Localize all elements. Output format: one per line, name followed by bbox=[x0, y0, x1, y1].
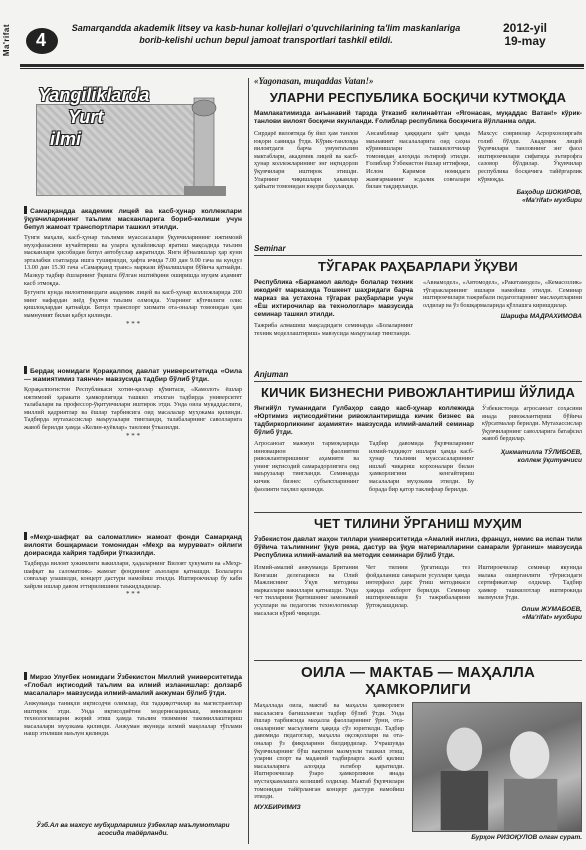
article-5-photo-wrap bbox=[412, 702, 582, 842]
news-item-3-body: Тадбирда вилоят ҳокимлиги вакиллари, ҳадаларнинг Вилоят ҳукумати ва «Меҳр-шафқат ва саломатлик» жамоат фондининг аъзолари қатнашди. Болаларга совғалар улашилди, концерт дастури намойиш этилди. Иштирокчилар бу каби хайрли ишлар давом эттирилишини таъкидладилар. bbox=[24, 560, 242, 590]
section-seminar: Seminar bbox=[254, 244, 582, 256]
news-item-1-head: Самарқандда академик лицей ва касб-ҳунар коллежлари ўқувчиларининг таълим масканларига бориб-келиши учун бепул жамоат транспортлари ташкил этилди. bbox=[24, 208, 242, 231]
article-1-lead: Мамлакатимизда анъанавий тарзда ўтказиб келинаётган «Ягонасан, муқаддас Ватан!» кўрик-танлови вилоят босқичи якунланди. Ғолиблар республика босқичига йўлланма олди. bbox=[254, 110, 582, 125]
article-4-title: ЧЕТ ТИЛИНИ ЎРГАНИШ МУҲИМ bbox=[313, 516, 523, 531]
article-3-body bbox=[254, 405, 582, 493]
section-slogan: «Yagonasan, muqaddas Vatan!» bbox=[254, 76, 374, 86]
article-1 bbox=[254, 90, 582, 205]
article-5-body bbox=[254, 702, 582, 842]
article-5-title2: ҲАМКОРЛИГИ bbox=[365, 681, 471, 698]
article-3-col3: Ўзбекистонда агросаноат соҳасини янада ривожлантириш бўйича кўрсатмалар берилди. Мутахассислар ўқувчиларнинг саволларига батафсил жавоб бердилар. bbox=[482, 405, 582, 443]
page-header bbox=[0, 0, 586, 74]
header-date bbox=[470, 22, 580, 48]
article-2-right bbox=[423, 279, 582, 337]
article-5 bbox=[254, 660, 582, 842]
article-5-text: Маҳаллада оила, мактаб ва маҳалла ҳамкорлиги масаласига бағишланган тадбир бўлиб ўтди. Унда ёшлар тарбиясида маҳалла фаолларининг ўрни, ота-оналарнинг масъулияти ҳақида сўз юритилди. Тадбир давомида педагоглар, маҳалла оқсоқоллари ва ота-оналар ўз фикрларини билдирдилар. Учрашувда ўқувчиларнинг бўш вақтини мазмунли ташкил этиш, уларни спорт ва маданий тадбирларга жалб қилиш масалаларига алоҳида эътибор қаратилди. Иштирокчилар ўзаро ҳамкорликни янада мустаҳкамлашга келишиб олдилар. Мактаб ўқувчилари томонидан тайёрланган концерт дастури намойиш этилди. bbox=[254, 702, 404, 801]
banner-title-line2: Yurt bbox=[68, 107, 104, 127]
header-rule-thin bbox=[20, 68, 584, 69]
news-item-4-body: Анжуманда таниқли иқтисодчи олимлар, ёш тадқиқотчилар ва магистрантлар иштирок этди. Унда иқтисодиётни модернизациялаш, инновацион технологияларни жорий этиш ҳамда таълим тизимини такомиллаштириш масалалари муҳокама қилинди. Анжуман якунида илмий мақолалар тўплами нашр этилиши маълум қилинди. bbox=[24, 700, 242, 738]
divider-stars: * * * bbox=[126, 431, 140, 440]
news-item-1-body2: Бугунги кунда вилоятимиздаги академик лицей ва касб-ҳунар коллежларида 200 минг нафардан зиёд ўқувчи таълим олмоқда. Уларнинг кўпчилиги олис қишлоқлардан қатнайди. Бепул транспорт хизмати ота-оналар томонидан ҳам мамнуният билан қабул қилинди. bbox=[24, 289, 242, 319]
article-3-main bbox=[254, 405, 474, 493]
article-4-col3-wrap bbox=[478, 564, 582, 622]
article-1-body bbox=[254, 130, 582, 205]
news-item-2 bbox=[24, 366, 242, 440]
article-2-title: ТЎГАРАК РАҲБАРЛАРИ ЎҚУВИ bbox=[318, 259, 518, 274]
news-item-4-head: Мирзо Улуғбек номидаги Ўзбекистон Миллий университетида «Глобал иқтисодий таълим ва илмий изланишлар: долзарб масалалар» мавзусида илмий-амалий анжуман бўлиб ўтди. bbox=[24, 674, 242, 697]
article-4-signature-role: «Ma'rifat» мухбири bbox=[522, 613, 582, 621]
article-1-signature: Баҳодир ШОКИРОВ, bbox=[516, 189, 582, 197]
article-3-side bbox=[482, 405, 582, 493]
header-day: 19-may bbox=[504, 34, 546, 48]
article-2-lead: Республика «Баркамол авлод» болалар техник ижодиёт марказида Тошкент шаҳридаги барча марказ ва устахона тўгарак раҳбарлари учун «Ёш ихтирочилар ва технологлар» мавзусида семинар ташкил этилди. bbox=[254, 279, 413, 318]
article-1-col3-wrap bbox=[478, 130, 582, 205]
article-2 bbox=[254, 244, 582, 337]
article-5-text-wrap bbox=[254, 702, 404, 842]
article-3-col2: Тадбир давомида ўқувчиларнинг илмий-тадқиқот ишлари ҳамда касб-ҳунар таълими муассасаларининг ишлаб чиқариш корхоналари билан ҳамкорлигини кенгайтириш масалалари муҳокама этилди. Бу борада бир қатор таклифлар берилди. bbox=[369, 440, 474, 493]
banner-title-line1: Yangiliklarda bbox=[38, 85, 150, 105]
news-item-1 bbox=[24, 206, 242, 328]
article-5-signature: МУХБИРИМИЗ bbox=[254, 803, 301, 811]
header-rule bbox=[20, 64, 584, 67]
article-1-col2: Ансамблиар ҳаққидаги ҳаёт ҳамда маънавият масалаларига оид саҳна кўринишлари ташкилотчилар томонидан алоҳида эътироф этилди. Ғолиблар Ўзбекистон ёшлар иттифоқи, Ислом Каримов номидаги жамғарманинг эсдалик совғалари билан тақдирланди. bbox=[366, 130, 470, 191]
article-5-photo-caption: Бурҳон РИЗОҚУЛОВ олган сурат. bbox=[471, 834, 582, 841]
page-number-badge bbox=[24, 26, 60, 56]
article-4-body bbox=[254, 564, 582, 622]
article-5-title: ОИЛА — МАКТАБ — МАҲАЛЛА bbox=[301, 664, 535, 681]
article-4 bbox=[254, 512, 582, 622]
news-item-2-head: Бердақ номидаги Қорақалпоқ давлат университетида «Оила — жамиятимиз таянчи» мавзусида тадбир бўлиб ўтди. bbox=[24, 368, 242, 383]
article-2-signature: Шарифа МАДРАХИМОВА bbox=[500, 313, 582, 321]
news-item-4 bbox=[24, 672, 242, 738]
news-banner bbox=[24, 82, 242, 202]
article-1-title: УЛАРНИ РЕСПУБЛИКА БОСҚИЧИ КУТМОҚДА bbox=[269, 90, 567, 105]
article-3-lead: Янгийўл туманидаги Гулбаҳор савдо касб-ҳунар коллежида «Юртимиз иқтисодиётини ривожлантиришда кичик бизнес ва тадбиркорликнинг аҳамияти» мавзусида илмий-амалий семинар бўлиб ўтди. bbox=[254, 405, 474, 436]
header-year: 2012-yil bbox=[502, 21, 548, 35]
article-5-rule bbox=[254, 660, 582, 661]
article-4-col2: Чет тилини ўргатишда тез фойдаланиш самарали усуллари ҳамда интерфаол дарс ўтиш методикаси ҳақида ахборот берилди. Семинар иштирокчилари ўз тажрибаларини ўртоқлашдилар. bbox=[366, 564, 470, 609]
section-anjuman: Anjuman bbox=[254, 370, 582, 382]
article-3-col1: Агросаноат мажмуи тармоқларида инновацион фаолиятни ривожлантиришнинг аҳамияти ва унинг иқтисодий самарадорлигига оид маърузалар тингланди. Семинарда кичик бизнес субъектларининг фаолияти таҳлил қилинди. bbox=[254, 440, 359, 493]
article-4-col3: Иштирокчилар семинар якунида малака оширганлиги тўғрисидаги сертификатлар олдилар. Тадбир ҳамкор ташкилотлар иштирокида мазмунли ўтди. bbox=[478, 564, 582, 602]
article-5-photo bbox=[412, 702, 582, 832]
article-3-title: КИЧИК БИЗНЕСНИ РИВОЖЛАНТИРИШ ЙЎЛИДА bbox=[260, 385, 576, 400]
article-2-col1: Тажриба алмашиш мақсадидаги семинарда «Болаларнинг техник моделлаштириш» мавзусида маърузалар тингланди. bbox=[254, 322, 413, 337]
header-headline: Samarqandda akademik litsey va kasb-hunar kollejlari o'quvchilarining ta'lim maskanlariga borib-kelishi uchun bepul jamoat transportlari tashkil etildi. bbox=[71, 23, 461, 45]
masthead-vertical: Ma'rifat bbox=[2, 24, 11, 57]
news-item-2-body: Қорақалпоғистон Республикаси хотин-қизлар қўмитаси, «Камолот» ёшлар ижтимоий ҳаракати ҳамкорлигида ташкил этилган тадбирда университет талабалари ва профессор-ўқитувчилари иштирок этди. Унда оила муқаддаслиги, миллий қадриятлар ва ёшлар тарбиясига оид масалалар муҳокама қилинди. Тадбирда мутахассислар маърузалари тингланди, талабаларнинг саволларига жавоб берилди ҳамда «Келин-куёвлар» танлови ўтказилди. bbox=[24, 386, 242, 431]
news-column bbox=[20, 78, 246, 844]
news-item-3 bbox=[24, 532, 242, 598]
article-3 bbox=[254, 370, 582, 493]
article-3-signature: Ҳикматилла ТЎЛИБОЕВ, bbox=[500, 448, 582, 456]
article-4-col1: Илмий-амалий анжуманда Британия Кенгаши делегацияси ва Олий Мажлиснинг Ўқув методика марказлари вакиллари қатнашди. Унда чет тилларини ўқитишнинг замонавий усуллари ва педагогик технологиялар масаласи кўриб чиқилди. bbox=[254, 564, 358, 617]
article-1-col1: Сирдарё вилоятида бу йил ҳам танлов юқори савияда ўтди. Кўрик-танловда вилоятдаги барча умумтаълим мактаблари, академик лицей ва касб-ҳунар коллежларининг энг иқтидорли ўқувчилари иштирок этишди. Уларнинг чиқишлари ҳакамлар ҳайъати томонидан юқори баҳоланди. bbox=[254, 130, 358, 191]
page-number: 4 bbox=[36, 30, 47, 50]
banner-title-line3: ilmi bbox=[50, 129, 82, 149]
column-divider bbox=[248, 78, 249, 844]
article-2-left bbox=[254, 279, 413, 337]
news-item-3-head: «Меҳр-шафқат ва саломатлик» жамоат фонди Самарқанд вилояти бошқармаси томонидан «Меҳр ва мурувват» ойлиги доирасида хайрия тадбири ўтказилди. bbox=[24, 534, 242, 557]
article-1-col3: Махсус совринлар Асрорхонлиргаёв голиб бўлди. Академик лицей ўқувчилари танловнинг энг фаол иштирокчилари сифатида эътирофга сазовор бўлдилар. Ўқувчилар республика босқичига тайёргарлик кўрмоқда. bbox=[478, 130, 582, 183]
people-photo-icon bbox=[413, 703, 581, 831]
news-item-1-body: Тунги маҳали, касб-ҳунар таълими муассасалари ўқувчиларининг ижтимоий муҳофазасини кучайтириш ва уларга қулайликлар яратиш мақсадида таълим масканлари ҳисобидан бепул автобуслар ажратилди. Янги йўналишлар ҳар куни эрталабки соатларда ишга туширилди, ҳафта ичида 7.00 дан 9.00 гача ва кундуз 13.00 дан 15.30 гача «Самарқанд транс» маркази йўналишлари бўйича қатнайди. Мазкур тадбир ёшларнинг ўқишга бўлган иштиёқини оширишда муҳим аҳамият касб этмоқда. bbox=[24, 234, 242, 287]
article-2-body bbox=[254, 279, 582, 337]
news-footer-note: Ўзб.Ал ва махсус мубҳирларимиз ўзбеклар маълумотлари асосида тайёрланди. bbox=[36, 822, 230, 837]
article-3-signature-role: коллеж ўқитувчиси bbox=[517, 456, 582, 464]
article-4-rule bbox=[254, 512, 582, 513]
article-2-col2: «Авиамодел», «Автомодел», «Ракетамодел», «Кемасозлик» тўгаракларининг ишлари намойиш этилди. Семинар иштирокчилари тажрибали педагогларнинг маслаҳатларини олдилар ва ўз бошқармаларида қўллашга киришдилар. bbox=[423, 279, 582, 309]
banner-statue-icon bbox=[174, 94, 236, 198]
divider-stars: * * * bbox=[126, 590, 140, 599]
article-4-lead: Ўзбекистон давлат жаҳон тиллари университетида «Амалий инглиз, француз, немис ва испан тили бўйича таълимнинг ўқув режа, дастур ва ўқув материалларини самарали ўрганиш» мавзусида Республика илмий-амалий ва методик семинари бўлиб ўтди. bbox=[254, 536, 582, 559]
article-1-signature-role: «Ma'rifat» мухбири bbox=[522, 197, 582, 205]
divider-stars: * * * bbox=[126, 319, 140, 328]
article-4-signature: Олим ЖУМАБОЕВ, bbox=[521, 605, 582, 613]
article-3-cols bbox=[254, 440, 474, 493]
